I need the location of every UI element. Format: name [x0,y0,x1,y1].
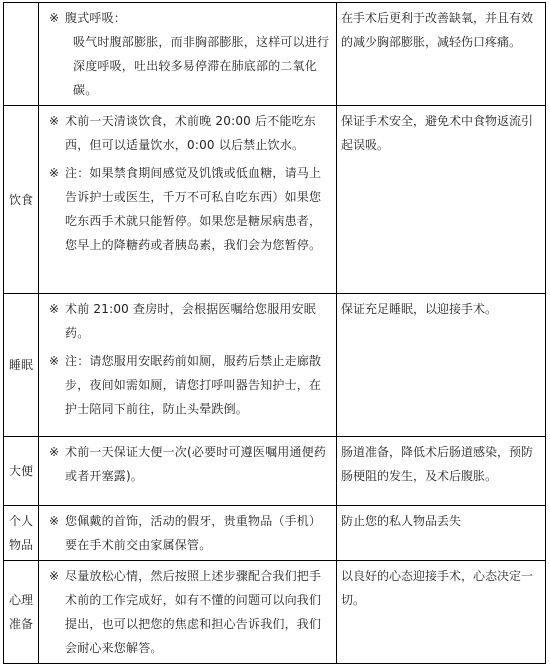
category-cell: 个人物品 [4,506,39,561]
list-item [43,109,332,157]
list-item [43,564,332,660]
reason-cell: 保证手术安全，避免术中食物返流引起误吸。 [337,106,546,294]
item-text: 术前 21:00 查房时，会根据医嘱给您服用安眠药。 [65,302,317,340]
reference-mark-icon: ※ [48,354,60,368]
reason-cell: 在手术后更利于改善缺氧，并且有效的减少胸部膨胀，减轻伤口疼痛。 [337,3,546,106]
item-text: 注：请您服用安眠药前如厕，服药后禁止走廊散步，夜间如需如厕，请您打呼叫器告知护士，在护士陪同下前往，防止头晕跌倒。 [65,354,322,416]
item-text: 术前一天保证大便一次(必要时可遵医嘱用通便药或者开塞露)。 [65,445,327,483]
reference-mark-icon: ※ [48,302,60,316]
table-row [4,561,546,664]
reference-mark-icon: ※ [48,514,60,528]
item-text: 尽量放松心情，然后按照上述步骤配合我们把手术前的工作完成好，如有不懂的问题可以向我们提出，也可以把您的焦虑和担心告诉我们，我们会耐心来您解答。 [65,569,322,655]
preop-instructions-table [3,2,546,664]
content-cell [39,294,337,437]
category-cell: 饮食 [4,106,39,294]
category-cell [4,3,39,106]
table-row [4,437,546,506]
reference-mark-icon: ※ [48,11,60,25]
list-item [43,6,332,30]
reference-mark-icon: ※ [48,445,60,459]
reference-mark-icon: ※ [48,569,60,583]
content-cell [39,437,337,506]
list-item [43,509,332,557]
category-cell: 睡眠 [4,294,39,437]
reference-mark-icon: ※ [48,114,60,128]
list-item [43,161,332,257]
list-item [43,30,332,102]
reason-cell: 肠道准备，降低术后肠道感染，预防肠梗阻的发生，及术后腹胀。 [337,437,546,506]
item-text: 您佩戴的首饰，活动的假牙，贵重物品（手机）要在手术前交由家属保管。 [65,514,322,552]
item-text: 吸气时腹部膨胀，而非胸部膨胀，这样可以进行深度呼吸，吐出较多易停滞在肺底部的二氧化碳。 [73,35,330,97]
content-cell [39,561,337,664]
item-text: 腹式呼吸： [65,11,127,25]
item-text: 注：如果禁食期间感觉及饥饿或低血糖，请马上告诉护士或医生，千万不可私自吃东西）如果您吃东西手术就只能暂停。如果您是糖尿病患者，您早上的降糖药或者胰岛素，我们会为您暂停。 [65,166,322,252]
category-cell: 心理准备 [4,561,39,664]
list-item [43,440,332,488]
table-row [4,294,546,437]
reference-mark-icon: ※ [48,166,60,180]
content-cell [39,3,337,106]
list-item [43,349,332,421]
table-row [4,3,546,106]
reason-cell: 保证充足睡眠，以迎接手术。 [337,294,546,437]
table-row [4,106,546,294]
content-cell [39,106,337,294]
category-cell: 大便 [4,437,39,506]
list-item [43,297,332,345]
content-cell [39,506,337,561]
table-row [4,506,546,561]
item-text: 术前一天清谈饮食，术前晚 20:00 后不能吃东西，但可以适量饮水，0:00 以后禁止饮水。 [65,114,317,152]
reason-cell: 以良好的心态迎接手术，心态决定一切。 [337,561,546,664]
reason-cell: 防止您的私人物品丢失 [337,506,546,561]
